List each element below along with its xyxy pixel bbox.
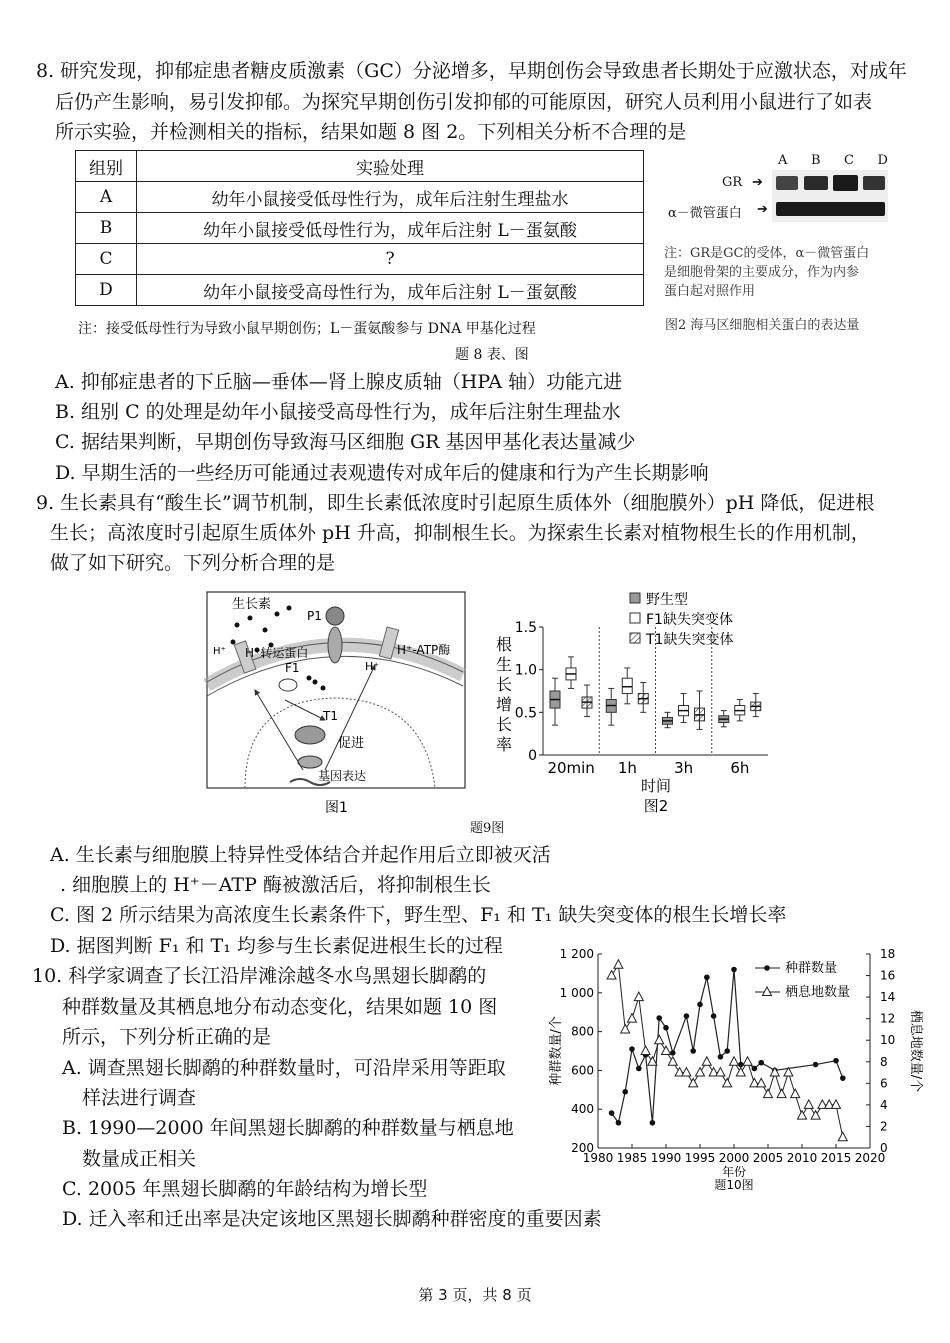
data-point-habitat bbox=[838, 1132, 847, 1141]
y-axis-label: 种群数量/个 bbox=[549, 1016, 564, 1086]
legend-marker bbox=[764, 965, 770, 971]
q9-option-b[interactable]: . 细胞膜上的 H⁺－ATP 酶被激活后，将抑制根生长 bbox=[60, 874, 491, 896]
arrow-icon: ➔ bbox=[757, 202, 768, 217]
q10-stem-line2: 种群数量及其栖息地分布动态变化，结果如题 10 图 bbox=[62, 996, 498, 1018]
data-point-habitat bbox=[764, 1089, 773, 1098]
data-point-habitat bbox=[621, 1024, 630, 1033]
blot-lane-label: A bbox=[778, 153, 788, 168]
table-cell-group: C bbox=[76, 244, 137, 275]
legend-marker bbox=[763, 987, 772, 996]
chart-title: 图2 bbox=[643, 797, 669, 815]
data-point-habitat bbox=[641, 1046, 650, 1055]
fig1-label: H⁺ bbox=[365, 660, 380, 673]
data-point-habitat bbox=[614, 960, 623, 969]
y-tick-label: 1 200 bbox=[559, 947, 594, 961]
y2-tick-label: 12 bbox=[880, 1011, 896, 1026]
data-point-habitat bbox=[648, 1057, 657, 1066]
q10-option-a[interactable]: A. 调查黑翅长脚鹬的种群数量时，可沿岸采用等距取 bbox=[62, 1057, 506, 1079]
data-point-population bbox=[813, 1062, 819, 1068]
y-axis-label: 根 bbox=[496, 635, 513, 654]
fig1-label: F1 bbox=[285, 661, 300, 675]
data-point-habitat bbox=[804, 1100, 813, 1109]
y-axis-label: 增 bbox=[496, 695, 513, 714]
data-point-population bbox=[724, 1048, 730, 1054]
y2-tick-label: 2 bbox=[880, 1119, 888, 1134]
legend-swatch bbox=[630, 633, 640, 643]
legend-swatch bbox=[630, 593, 640, 603]
data-point-habitat bbox=[743, 1057, 752, 1066]
data-point-population bbox=[684, 1013, 690, 1019]
data-point-habitat bbox=[668, 1057, 677, 1066]
table-header-group: 组别 bbox=[76, 151, 137, 182]
y-axis-label: 长 bbox=[496, 675, 513, 694]
q9-stem-line1: 9. 生长素具有“酸生长”调节机制，即生长素低浓度时引起原生质体外（细胞膜外）pH 降低，促进根 bbox=[36, 492, 875, 514]
data-point-habitat bbox=[682, 1068, 691, 1077]
data-point-habitat bbox=[736, 1068, 745, 1077]
q8-stem-line1: 8. 研究发现，抑郁症患者糖皮质激素（GC）分泌增多，早期创伤会导致患者长期处于应激状态，对成年 bbox=[36, 60, 907, 82]
chart-title: 题10图 bbox=[714, 1178, 754, 1192]
data-point-population bbox=[629, 1046, 635, 1052]
data-point-habitat bbox=[689, 1078, 698, 1087]
x-tick-label: 2010 bbox=[786, 1151, 818, 1165]
x-tick-label: 1h bbox=[617, 759, 637, 777]
y2-tick-label: 18 bbox=[880, 947, 896, 961]
box-F1缺失突变体 bbox=[622, 678, 632, 693]
y-tick-label: 400 bbox=[571, 1102, 594, 1117]
data-point-population bbox=[758, 1060, 764, 1066]
data-point-habitat bbox=[723, 1078, 732, 1087]
y-tick-label: 1.5 bbox=[514, 620, 537, 636]
blot-lane-label: D bbox=[877, 153, 888, 168]
experiment-table bbox=[75, 150, 644, 306]
fig1-label: 促进 bbox=[338, 736, 365, 751]
blot-note bbox=[664, 244, 869, 301]
q10-option-d[interactable]: D. 迁入率和迁出率是决定该地区黑翅长脚鹬种群密度的重要因素 bbox=[62, 1208, 602, 1230]
q8-stem-line2: 后仍产生影响，易引发抑郁。为探究早期创伤引发抑郁的可能原因，研究人员利用小鼠进行了如表 bbox=[55, 91, 873, 113]
data-point-population bbox=[833, 1058, 839, 1064]
x-tick-label: 3h bbox=[674, 759, 694, 777]
data-point-habitat bbox=[716, 1068, 725, 1077]
legend-label: F1缺失突变体 bbox=[646, 612, 733, 628]
fig10-line-chart bbox=[540, 940, 923, 1192]
fig1-caption: 图1 bbox=[325, 800, 348, 816]
data-point-population bbox=[656, 1015, 662, 1021]
q10-option-c[interactable]: C. 2005 年黑翅长脚鹬的年龄结构为增长型 bbox=[62, 1178, 428, 1200]
data-point-population bbox=[663, 1025, 669, 1031]
table-cell-treatment: 幼年小鼠接受低母性行为，成年后注射 L－蛋氨酸 bbox=[137, 213, 644, 244]
table-cell-group: B bbox=[76, 213, 137, 244]
y2-axis-label: 栖息地数量/个 bbox=[908, 1009, 923, 1093]
y2-tick-label: 8 bbox=[880, 1054, 888, 1069]
table-cell-group: D bbox=[76, 275, 137, 306]
blot-band bbox=[863, 176, 885, 190]
y2-tick-label: 4 bbox=[880, 1097, 888, 1112]
data-point-population bbox=[622, 1089, 628, 1095]
blot-note-line: 是细胞骨架的主要成分，作为内参 bbox=[664, 265, 860, 280]
data-point-population bbox=[636, 1066, 642, 1072]
y2-tick-label: 16 bbox=[880, 968, 896, 983]
data-point-habitat bbox=[702, 1057, 711, 1066]
data-point-habitat bbox=[634, 992, 643, 1001]
data-point-population bbox=[690, 1048, 696, 1054]
blot-band bbox=[776, 176, 798, 190]
y-axis-label: 长 bbox=[496, 715, 513, 734]
y-tick-label: 0.5 bbox=[514, 705, 537, 722]
q8-option-b[interactable]: B. 组别 C 的处理是幼年小鼠接受高母性行为，成年后注射生理盐水 bbox=[55, 401, 621, 423]
x-tick-label: 2000 bbox=[718, 1151, 750, 1165]
table-cell-group: A bbox=[76, 182, 137, 213]
q9-option-a[interactable]: A. 生长素与细胞膜上特异性受体结合并起作用后立即被灭活 bbox=[50, 844, 551, 866]
table-note: 注：接受低母性行为导致小鼠早期创伤；L－蛋氨酸参与 DNA 甲基化过程 bbox=[78, 321, 536, 337]
x-tick-label: 1985 bbox=[616, 1151, 648, 1165]
table-header-treatment: 实验处理 bbox=[137, 151, 644, 182]
data-point-habitat bbox=[832, 1100, 841, 1109]
x-axis-label: 时间 bbox=[640, 777, 672, 795]
data-point-population bbox=[650, 1120, 656, 1126]
fig1-label: T1 bbox=[323, 709, 338, 723]
legend-swatch bbox=[630, 613, 640, 623]
y-tick-label: 200 bbox=[571, 1141, 594, 1155]
y2-tick-label: 10 bbox=[880, 1033, 896, 1048]
legend-label: 种群数量 bbox=[785, 961, 838, 976]
page-footer: 第 3 页，共 8 页 bbox=[418, 1286, 532, 1304]
fig1-label: P1 bbox=[307, 609, 322, 623]
data-point-habitat bbox=[662, 1046, 671, 1055]
y-tick-label: 1 000 bbox=[559, 985, 594, 1000]
fig1-label: 基因表达 bbox=[318, 769, 367, 783]
data-point-habitat bbox=[798, 1111, 807, 1120]
data-point-habitat bbox=[628, 1014, 637, 1023]
data-point-population bbox=[718, 1054, 724, 1060]
x-tick-label: 1990 bbox=[650, 1151, 682, 1165]
data-point-population bbox=[731, 967, 737, 973]
y-tick-label: 1.0 bbox=[514, 662, 537, 679]
blot-row-label-gr: GR bbox=[722, 175, 743, 190]
x-tick-label: 6h bbox=[730, 759, 750, 777]
y2-tick-label: 14 bbox=[880, 990, 896, 1005]
table-cell-treatment: 幼年小鼠接受低母性行为，成年后注射生理盐水 bbox=[137, 182, 644, 213]
y-axis-label: 率 bbox=[496, 735, 513, 754]
data-point-habitat bbox=[757, 1078, 766, 1087]
y-axis-label: 生 bbox=[496, 655, 513, 674]
data-point-habitat bbox=[730, 1057, 739, 1066]
q8-option-a[interactable]: A. 抑郁症患者的下丘脑—垂体—肾上腺皮质轴（HPA 轴）功能亢进 bbox=[55, 371, 623, 393]
q8-stem-line3: 所示实验，并检测相关的指标，结果如题 8 图 2。下列相关分析不合理的是 bbox=[55, 121, 687, 143]
fig1-label: H⁺-ATP酶 bbox=[397, 643, 451, 657]
fig2-boxplot bbox=[488, 585, 778, 820]
q9-option-d[interactable]: D. 据图判断 F₁ 和 T₁ 均参与生长素促进根生长的过程 bbox=[50, 935, 503, 957]
x-tick-label: 2005 bbox=[752, 1151, 784, 1165]
fig1-label: 生长素 bbox=[232, 597, 272, 612]
q9-caption: 题9图 bbox=[470, 821, 505, 836]
blot-row-label-tubulin: α－微管蛋白 bbox=[668, 206, 742, 221]
blot-lane-labels bbox=[778, 153, 888, 168]
q10-option-b[interactable]: B. 1990—2000 年间黑翅长脚鹬的种群数量与栖息地 bbox=[62, 1117, 514, 1139]
q10-option-a-cont[interactable]: 样法进行调查 bbox=[82, 1087, 197, 1109]
blot-note-line: 注：GR是GC的受体，α－微管蛋白 bbox=[664, 246, 870, 261]
q9-option-c[interactable]: C. 图 2 所示结果为高浓度生长素条件下，野生型、F₁ 和 T₁ 缺失突变体的根生长增长率 bbox=[50, 904, 787, 926]
x-tick-label: 2020 bbox=[854, 1151, 886, 1165]
x-axis-label: 年份 bbox=[721, 1165, 747, 1179]
x-tick-label: 2015 bbox=[820, 1151, 852, 1165]
fig1-cell-diagram bbox=[205, 590, 470, 820]
blot-lane-label: C bbox=[844, 153, 854, 168]
data-point-habitat bbox=[655, 1035, 664, 1044]
q10-stem-line3: 所示，下列分析正确的是 bbox=[62, 1026, 272, 1048]
data-point-habitat bbox=[696, 1068, 705, 1077]
x-tick-label: 20min bbox=[547, 759, 595, 777]
fig1-label: H⁺转运蛋白 bbox=[245, 646, 309, 660]
data-point-population bbox=[752, 1066, 758, 1072]
q9-stem-line3: 做了如下研究。下列分析合理的是 bbox=[50, 552, 336, 574]
data-point-population bbox=[840, 1075, 846, 1081]
blot-note-line: 蛋白起对照作用 bbox=[664, 284, 756, 299]
data-point-population bbox=[616, 1120, 622, 1126]
data-point-population bbox=[704, 974, 710, 980]
y2-tick-label: 0 bbox=[880, 1141, 888, 1155]
data-point-habitat bbox=[811, 1111, 820, 1120]
q9-stem-line2: 生长；高浓度时引起原生质体外 pH 升高，抑制根生长。为探索生长素对植物根生长的作用机制， bbox=[50, 522, 870, 544]
data-point-population bbox=[609, 1110, 615, 1116]
q8-caption: 题 8 表、图 bbox=[455, 347, 529, 363]
y-tick-label: 0 bbox=[528, 748, 537, 764]
table-cell-treatment: 幼年小鼠接受高母性行为，成年后注射 L－蛋氨酸 bbox=[137, 275, 644, 306]
legend-label: T1缺失突变体 bbox=[646, 632, 734, 648]
data-point-population bbox=[711, 1013, 717, 1019]
data-point-population bbox=[697, 1002, 703, 1008]
data-point-habitat bbox=[791, 1089, 800, 1098]
legend-label: 栖息地数量 bbox=[785, 985, 851, 1000]
q10-option-b-cont[interactable]: 数量成正相关 bbox=[82, 1148, 197, 1170]
blot-band bbox=[833, 175, 858, 191]
y-tick-label: 800 bbox=[571, 1024, 594, 1039]
data-point-habitat bbox=[607, 971, 616, 980]
fig1-label: H⁺ bbox=[213, 646, 226, 657]
blot-band bbox=[804, 176, 828, 190]
table-cell-treatment: ? bbox=[137, 244, 644, 275]
blot-band bbox=[776, 202, 885, 216]
legend-label: 野生型 bbox=[646, 592, 688, 608]
x-tick-label: 1980 bbox=[582, 1151, 614, 1165]
blot-lane-label: B bbox=[810, 153, 821, 168]
q8-option-c[interactable]: C. 据结果判断，早期创伤导致海马区细胞 GR 基因甲基化表达量减少 bbox=[55, 431, 636, 453]
arrow-icon: ➔ bbox=[752, 175, 763, 190]
y-tick-label: 600 bbox=[571, 1063, 594, 1078]
q8-option-d[interactable]: D. 早期生活的一些经历可能通过表观遗传对成年后的健康和行为产生长期影响 bbox=[55, 462, 709, 484]
blot-image bbox=[772, 170, 888, 222]
data-point-habitat bbox=[777, 1089, 786, 1098]
blot-caption: 图2 海马区细胞相关蛋白的表达量 bbox=[665, 318, 860, 333]
x-tick-label: 1995 bbox=[684, 1151, 716, 1165]
y2-tick-label: 6 bbox=[880, 1076, 888, 1091]
q10-stem-line1: 10. 科学家调查了长江沿岸滩涂越冬水鸟黑翅长脚鹬的 bbox=[32, 965, 487, 987]
